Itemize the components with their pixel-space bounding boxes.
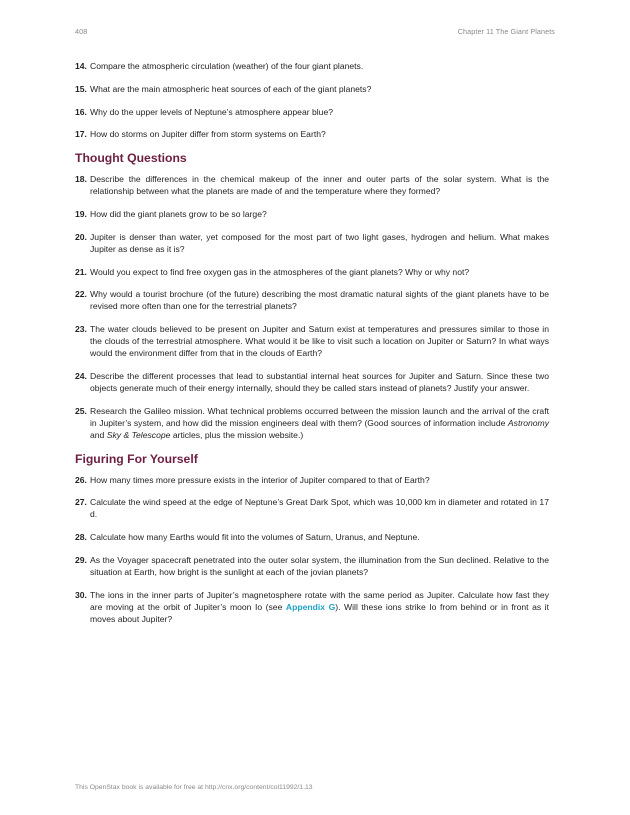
- question-number: 28.: [75, 532, 87, 543]
- question-16: [75, 106, 549, 118]
- question-text: Would you expect to find free oxygen gas in the atmospheres of the giant planets? Why or why not?: [90, 266, 470, 277]
- question-text: [90, 589, 549, 625]
- question-text-part: Research the Galileo mission. What technical problems occurred between the mission launch and the arrival of the craft in Jupiter’s system, and how did the mission engineers deal with them? (Good sources of information include: [90, 405, 549, 428]
- thought-questions-heading: Thought Questions: [75, 151, 187, 166]
- question-text: How did the giant planets grow to be so large?: [90, 208, 267, 219]
- question-23: [75, 323, 549, 359]
- question-number: 26.: [75, 474, 87, 485]
- question-number: 18.: [75, 174, 87, 185]
- question-18: [75, 173, 549, 197]
- question-text: [90, 405, 549, 441]
- question-text: Why would a tourist brochure (of the future) describing the most dramatic natural sights of the giant planets have to be revised more often than one for the terrestrial planets?: [90, 289, 549, 312]
- question-15: [75, 83, 549, 95]
- chapter-title: Chapter 11 The Giant Planets: [457, 27, 555, 36]
- question-text: Describe the different processes that lead to substantial internal heat sources for Jupiter and Saturn. Since these two objects generate much of their energy internally, should they be called stars instead of planets? Justify your answer.: [90, 370, 549, 393]
- question-21: [75, 266, 549, 278]
- question-27: [75, 496, 549, 520]
- question-29: [75, 554, 549, 578]
- question-number: 30.: [75, 589, 87, 600]
- question-text: As the Voyager spacecraft penetrated into the outer solar system, the illumination from the Sun declined. Relative to the situation at Earth, how bright is the sunlight at each of the jovian planets?: [90, 554, 549, 577]
- question-text: Describe the differences in the chemical makeup of the inner and outer parts of the solar system. What is the relationship between what the planets are made of and the temperature where they formed?: [90, 174, 549, 197]
- question-text-part: The ions in the inner parts of Jupiter’s magnetosphere rotate with the same period as Jupiter. Calculate how fast they are moving at the orbit of Jupiter’s moon Io (see: [90, 589, 549, 612]
- question-number: 22.: [75, 289, 87, 300]
- question-number: 25.: [75, 405, 87, 416]
- question-19: [75, 208, 549, 220]
- magazine-title: Sky & Telescope: [106, 429, 171, 440]
- question-text: Calculate how many Earths would fit into the volumes of Saturn, Uranus, and Neptune.: [90, 532, 420, 543]
- question-number: 24.: [75, 370, 87, 381]
- question-text-part: articles, plus the mission website.): [170, 429, 304, 440]
- question-number: 23.: [75, 324, 87, 335]
- question-text-part: ). Will these ions strike Io from behind or in front as it moves about Jupiter?: [90, 601, 549, 624]
- question-text: Calculate the wind speed at the edge of Neptune’s Great Dark Spot, which was 10,000 km in diameter and rotated in 17 d.: [90, 497, 549, 520]
- question-number: 29.: [75, 554, 87, 565]
- question-30: [75, 589, 549, 625]
- footer-availability-note: This OpenStax book is available for free at http://cnx.org/content/col11992/1.13: [75, 784, 313, 791]
- question-number: 16.: [75, 106, 87, 117]
- page-number: 408: [75, 27, 88, 36]
- question-number: 17.: [75, 129, 87, 140]
- question-24: [75, 370, 549, 394]
- question-number: 21.: [75, 266, 87, 277]
- question-text: Compare the atmospheric circulation (weather) of the four giant planets.: [90, 61, 364, 71]
- question-text: Jupiter is denser than water, yet composed for the most part of two light gases, hydrogen and helium. What makes Jupiter as dense as it is?: [90, 231, 549, 254]
- question-text: The water clouds believed to be present on Jupiter and Saturn exist at temperatures and pressures similar to those in the clouds of the terrestrial atmosphere. What would it be like to visit such a location on Jupiter or Saturn? In what ways would the environment differ from that in the clouds of Earth?: [90, 324, 549, 359]
- question-17: [75, 128, 549, 140]
- question-text: How many times more pressure exists in the interior of Jupiter compared to that of Earth?: [90, 474, 430, 485]
- page-content: [75, 60, 549, 636]
- magazine-title: Astronomy: [507, 417, 549, 428]
- question-text-part: and: [90, 429, 107, 440]
- question-28: [75, 531, 549, 543]
- question-26: [75, 474, 549, 486]
- question-number: 20.: [75, 231, 87, 242]
- question-number: 15.: [75, 83, 87, 94]
- question-25: [75, 405, 549, 441]
- question-text: Why do the upper levels of Neptune’s atmosphere appear blue?: [90, 106, 334, 117]
- question-text: How do storms on Jupiter differ from storm systems on Earth?: [90, 129, 326, 140]
- question-number: 27.: [75, 497, 87, 508]
- figuring-for-yourself-heading: Figuring For Yourself: [75, 451, 198, 466]
- question-number: 14.: [75, 61, 87, 71]
- question-number: 19.: [75, 208, 87, 219]
- question-14: [75, 60, 549, 72]
- question-text: What are the main atmospheric heat sources of each of the giant planets?: [90, 83, 372, 94]
- appendix-g-link[interactable]: Appendix G: [285, 601, 336, 612]
- question-22: [75, 288, 549, 312]
- question-20: [75, 231, 549, 255]
